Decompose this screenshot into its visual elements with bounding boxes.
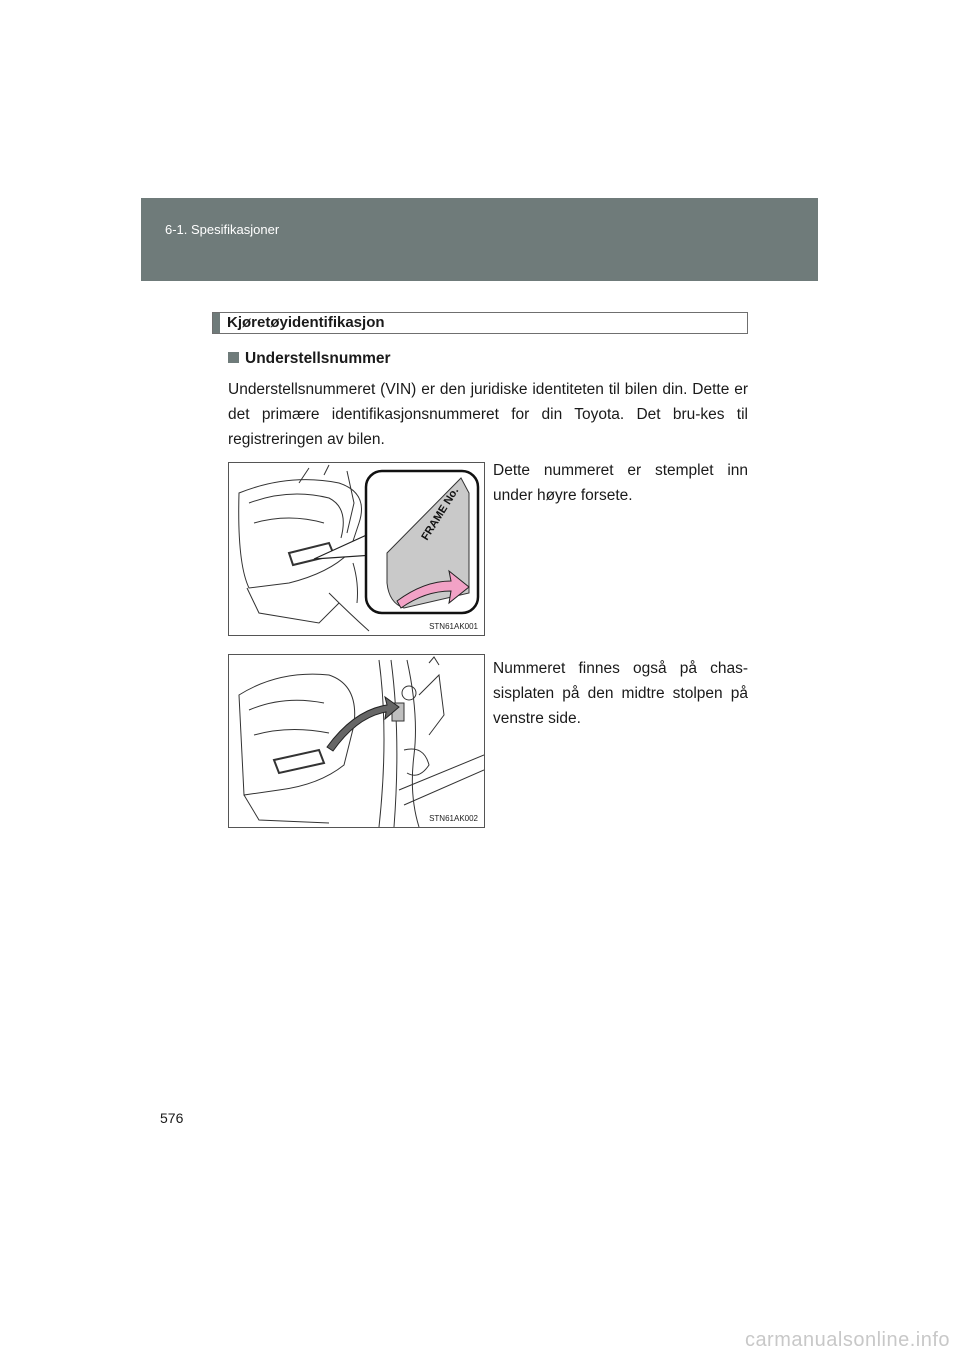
intro-paragraph: Understellsnummeret (VIN) er den juridiske identiteten til bilen din. Dette er det primære identifikasjonsnummeret for din Toyota. Det bru-kes til registreringen av bilen. xyxy=(228,381,748,448)
section-label: 6-1. Spesifikasjoner xyxy=(165,222,280,237)
subsection-title: Understellsnummer xyxy=(245,350,391,367)
watermark: carmanualsonline.info xyxy=(744,1329,950,1351)
section-title: Kjøretøyidentifikasjon xyxy=(227,314,385,331)
square-bullet-icon xyxy=(228,352,239,363)
figure2-caption: Nummeret finnes også på chas-sisplaten på den midtre stolpen på venstre side. xyxy=(493,660,748,727)
section-title-bar xyxy=(212,312,748,334)
pointer-arrow-icon xyxy=(327,697,399,751)
page-number: 576 xyxy=(160,1110,184,1126)
figure-code: STN61AK001 xyxy=(429,622,478,631)
figure-frame-number-seat xyxy=(228,462,485,636)
pillar-illustration xyxy=(229,655,484,827)
chapter-header-band xyxy=(141,198,818,281)
section-marker xyxy=(213,313,220,333)
frame-label: FRAME No. xyxy=(419,485,462,543)
figure-code: STN61AK002 xyxy=(429,814,478,823)
figure1-caption: Dette nummeret er stemplet inn under høyre forsete. xyxy=(493,462,748,504)
seat-illustration xyxy=(229,463,484,635)
subsection-heading xyxy=(228,350,391,368)
figure-chassis-plate xyxy=(228,654,485,828)
